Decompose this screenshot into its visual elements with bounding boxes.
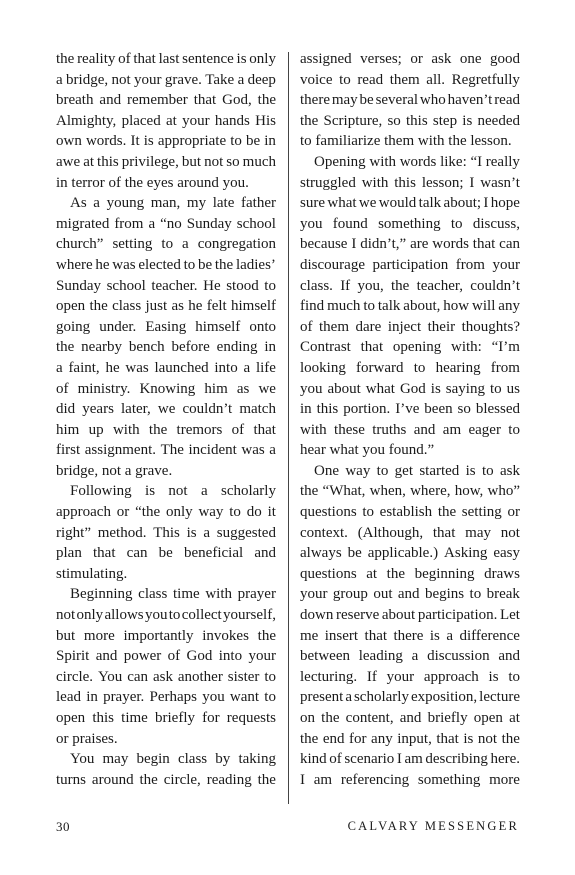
text-line: because I didn’t,” are words that can [300,236,520,253]
text-line: me insert that there is a difference [300,627,520,644]
running-head: CALVARY MESSENGER [347,819,519,833]
text-line: Spirit and power of God into your [56,648,276,665]
text-line: the end for any input, that is not the [300,730,520,747]
text-line: Following is not a scholarly [70,483,276,500]
text-line: Contrast that opening with: “I’m [300,339,520,356]
text-line: but more importantly invokes the [56,627,276,644]
text-line: between leading a discussion and [300,648,520,665]
text-line: on the content, and briefly open at [300,710,520,726]
text-line: migrated from a “no Sunday school [56,215,276,232]
text-line: where he was elected to be the ladies’ [56,256,276,273]
text-line: You may begin class by taking [70,751,276,768]
text-line: hear what you found.” [300,442,435,459]
text-line: open this time briefly for requests [56,710,276,726]
text-line: open the class just as he felt himself [56,298,276,315]
text-line: context. (Although, that may not [300,524,520,541]
text-line: a faint, he was launched into a life [56,359,276,376]
text-line: awe at this privilege, but not so much [56,153,276,170]
text-line: kind of scenario I am describing here. [300,751,520,768]
text-line: class. If you, the teacher, couldn’t [300,277,520,294]
text-line: plan that can be beneficial and [56,545,276,562]
text-line: or praises. [56,730,118,747]
text-line: a bridge, not your grave. Take a deep [56,71,276,88]
text-line: the reality of that last sentence is only [56,51,276,67]
text-line: you about what God is saying to us [300,380,520,397]
text-line: did years later, we couldn’t match [56,401,276,418]
right-column [300,49,520,790]
text-line: in terror of the eyes around you. [56,174,249,191]
text-line: Opening with words like: “I really [314,153,520,170]
text-line: him up with the tremors of that [56,421,276,438]
text-line: present a scholarly exposition, lecture [300,689,520,706]
text-line: the Scripture, so this step is needed [300,112,520,129]
text-line: discourage participation from your [300,256,520,273]
text-line: sure what we would talk about; I hope [300,195,520,212]
text-line: circle. You can ask another sister to [56,668,276,685]
text-line: you found something to discuss, [300,215,520,232]
text-line: always be applicable.) Asking easy [300,545,520,562]
text-line: of them dare inject their thoughts? [300,318,520,335]
text-line: approach or “the only way to do it [56,504,276,521]
text-line: the nearby bench before ending in [56,339,276,356]
text-line: there may be several who haven’t read [300,92,520,109]
text-line: One way to get started is to ask [314,462,520,479]
text-line: questions at the beginning draws [300,565,520,582]
text-line: breath and remember that God, the [56,92,276,109]
page-number: 30 [56,819,70,834]
text-line: in this portion. I’ve been so blessed [300,401,520,418]
text-line: find much to talk about, how will any [300,298,520,315]
text-line: lecturing. If your approach is to [300,668,520,685]
text-line: As a young man, my late father [70,195,276,212]
text-line: voice to read them all. Regretfully [300,71,520,88]
text-line: right” method. This is a suggested [56,524,276,541]
text-line: assigned verses; or ask one good [300,51,520,67]
text-line: turns around the circle, reading the [56,771,276,788]
text-line: going under. Easing himself onto [56,318,276,335]
text-line: of ministry. Knowing him as we [56,380,276,397]
text-line: own words. It is appropriate to be in [56,133,276,150]
text-line: Almighty, placed at your hands His [56,112,276,129]
text-line: with these truths and am eager to [300,421,520,438]
text-line: your group out and begins to break [300,586,520,603]
text-line: not only allows you to collect yourself, [56,607,276,624]
left-column [56,49,276,790]
text-line: bridge, not a grave. [56,462,173,479]
text-line: down reserve about participation. Let [300,607,520,624]
text-line: Sunday school teacher. He stood to [56,277,276,294]
text-line: struggled with this lesson; I wasn’t [300,174,520,191]
text-line: stimulating. [56,565,128,582]
text-line: Beginning class time with prayer [70,586,276,603]
text-line: I am referencing something more [300,771,520,788]
text-line: looking forward to hearing from [300,359,520,376]
text-line: questions to establish the setting or [300,504,520,521]
column-divider [288,52,289,804]
text-line: first assignment. The incident was a [56,442,276,459]
text-line: to familiarize them with the lesson. [300,133,512,150]
text-line: the “What, when, where, how, who” [300,483,520,500]
text-line: lead in prayer. Perhaps you want to [56,689,276,706]
text-line: church” setting to a congregation [56,236,276,253]
